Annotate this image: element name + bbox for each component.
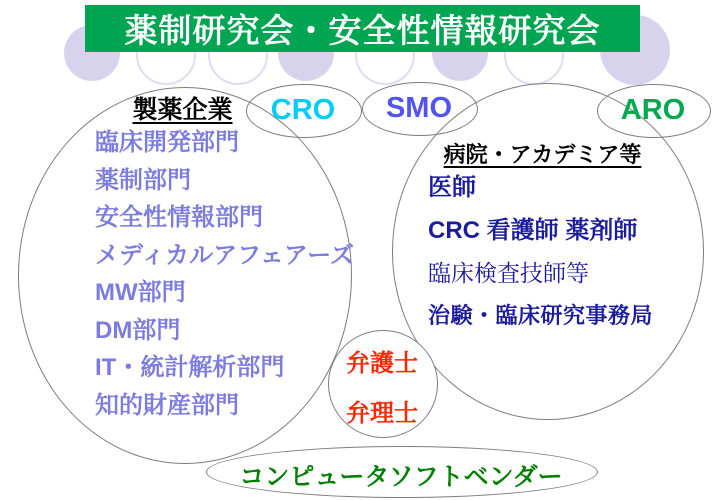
list-item: 臨床検査技師等 (428, 260, 589, 286)
list-item: 安全性情報部門 (95, 204, 263, 231)
hospital-heading: 病院・アカデミア等 (443, 142, 642, 167)
pharma-heading: 製薬企業 (132, 96, 233, 124)
list-item: CRC 看護師 薬剤師 (428, 216, 638, 244)
lawyer-label: 弁護士 (346, 350, 418, 377)
list-item: 薬制部門 (95, 166, 191, 194)
smo-label: SMO (385, 92, 453, 124)
list-item: 医師 (428, 174, 476, 201)
list-item: DM部門 (95, 316, 181, 344)
patent-attorney-label: 弁理士 (346, 400, 418, 427)
software-vendor-label: コンピュータソフトベンダー (239, 463, 563, 491)
aro-label: ARO (620, 94, 686, 126)
list-item: 治験・臨床研究事務局 (428, 302, 654, 328)
cro-label: CRO (270, 94, 336, 126)
page-title: 薬制研究会・安全性情報研究会 (124, 12, 601, 49)
pharma-department-list (95, 124, 354, 424)
list-item: IT・統計解析部門 (95, 354, 285, 381)
list-item: MW部門 (95, 279, 186, 306)
list-item: 臨床開発部門 (95, 129, 239, 156)
title-banner (85, 5, 640, 52)
hospital-role-list (428, 167, 653, 337)
list-item: 知的財産部門 (95, 391, 239, 419)
list-item: メディカルアフェアーズ (95, 241, 354, 269)
